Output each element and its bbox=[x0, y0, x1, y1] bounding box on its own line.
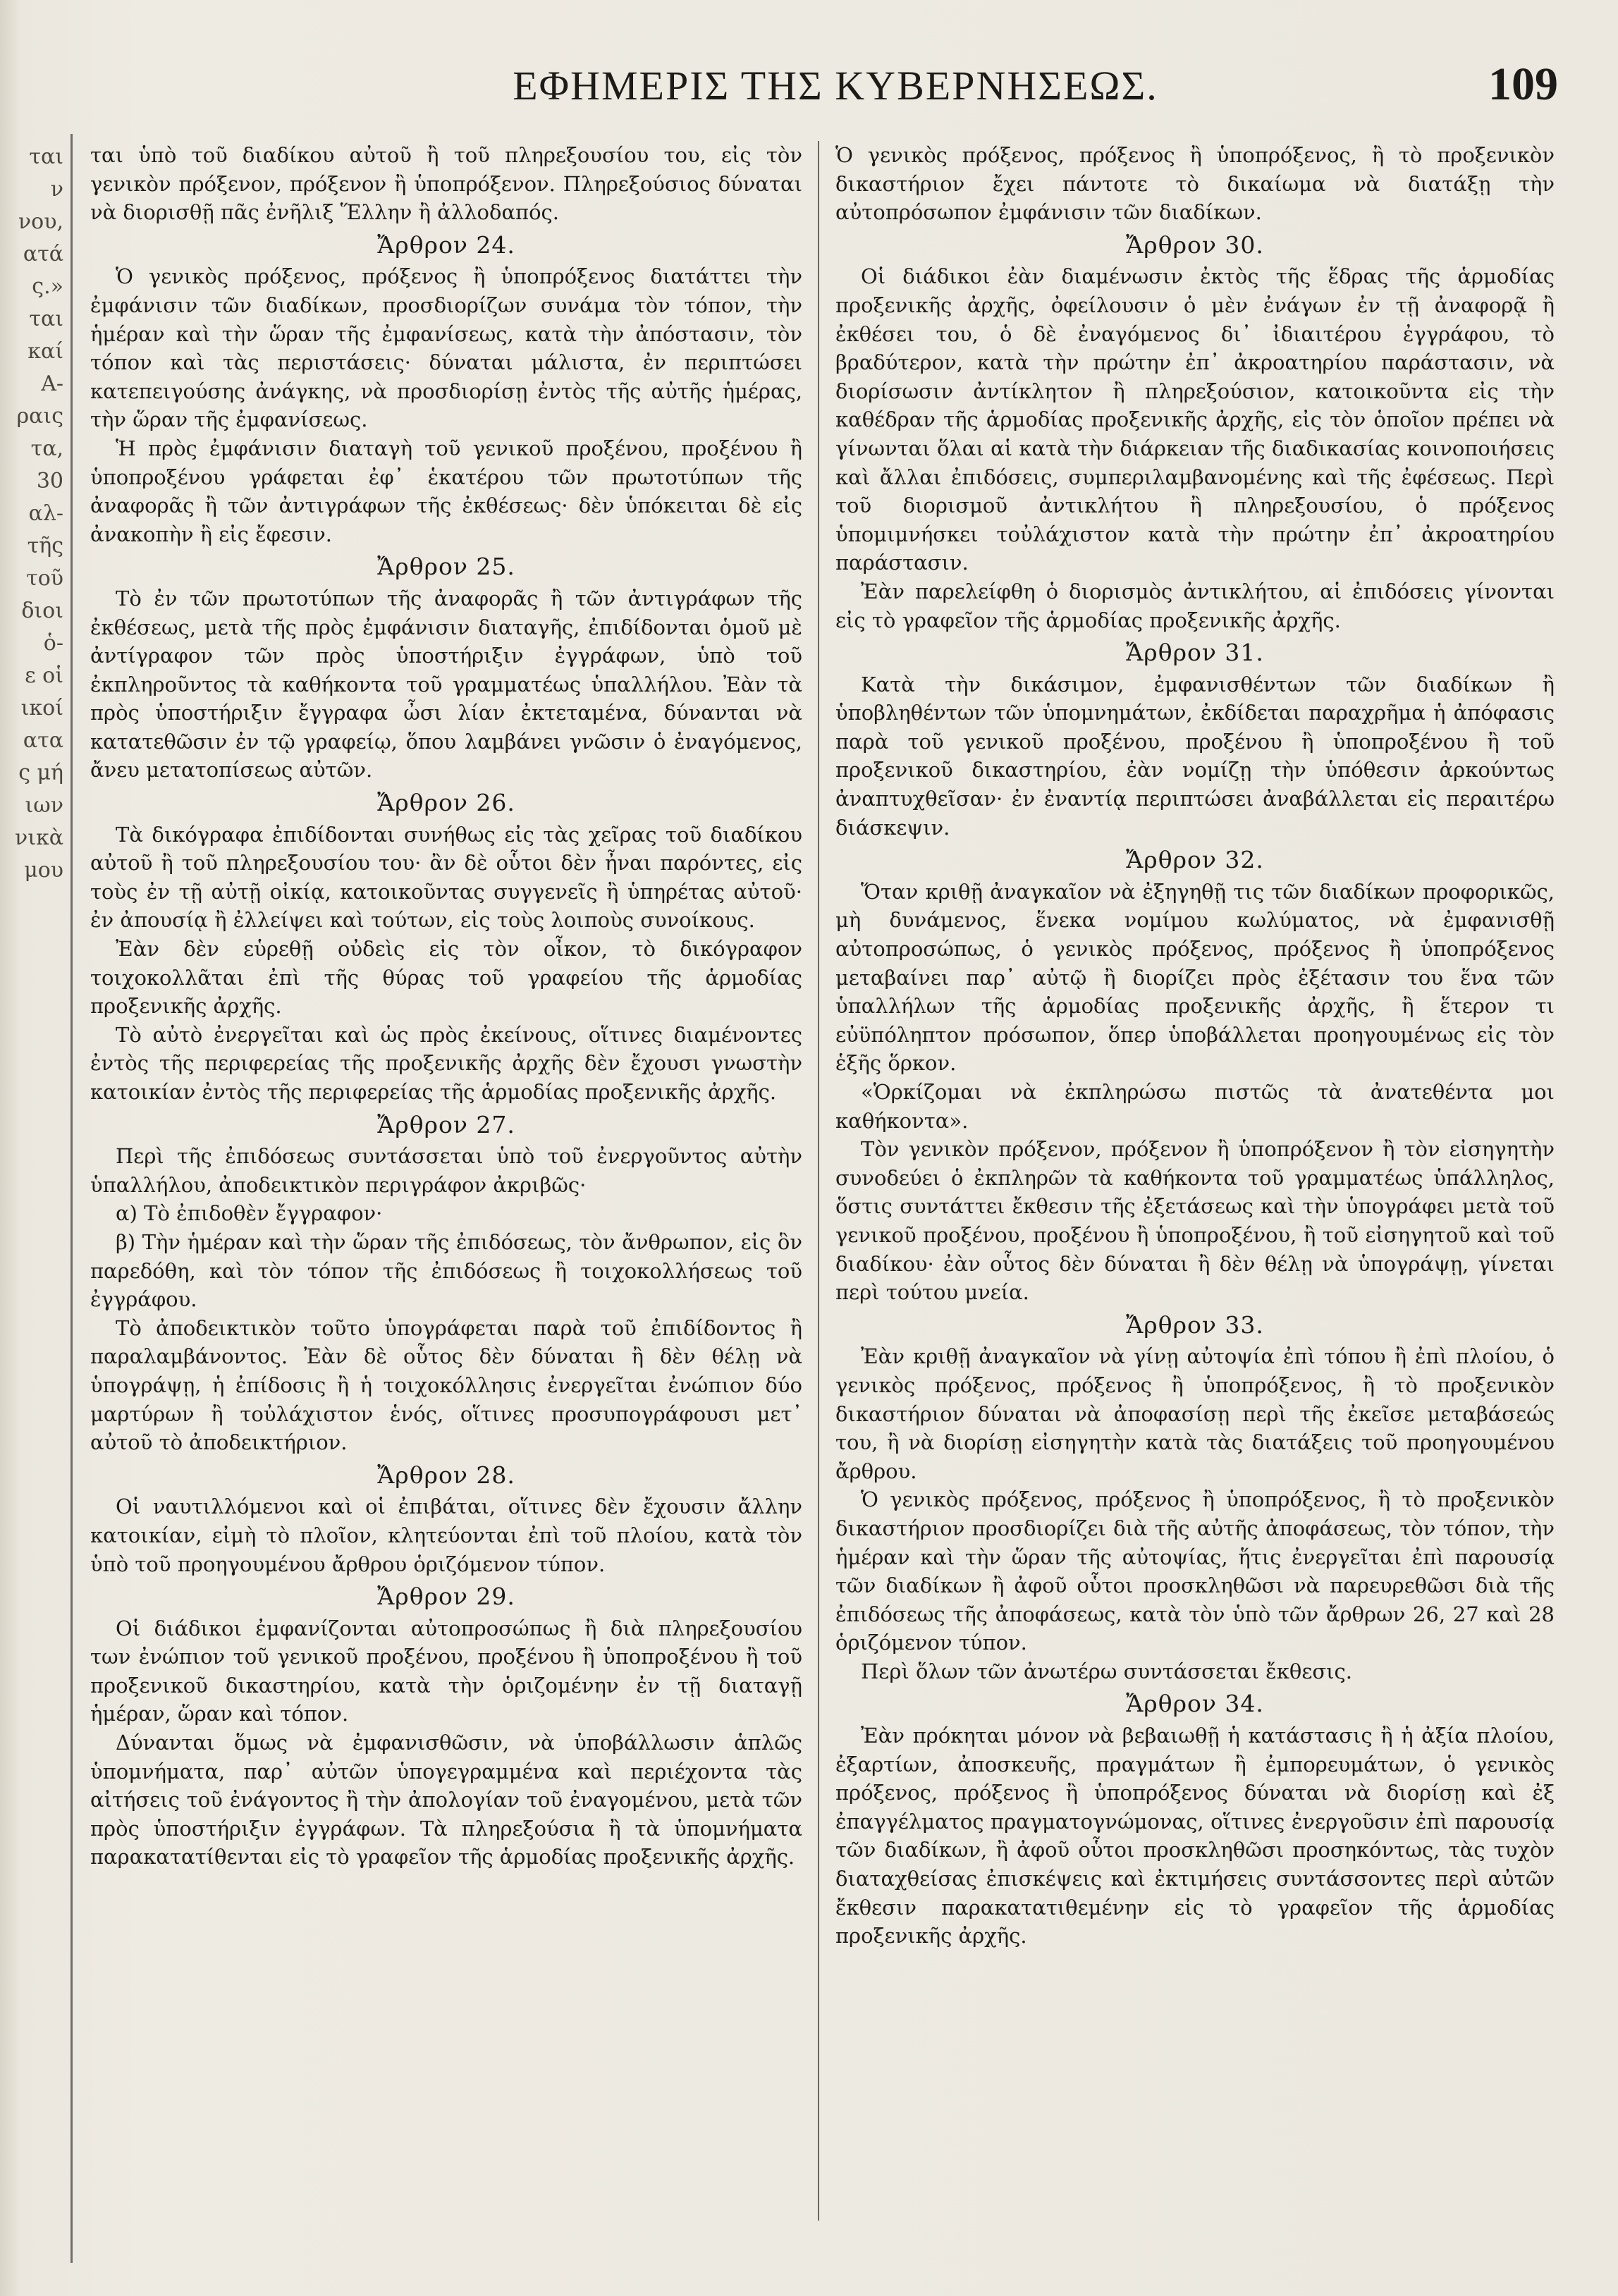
page-number: 109 bbox=[1488, 59, 1558, 110]
paragraph: Ἡ πρὸς ἐμφάνισιν διαταγὴ τοῦ γενικοῦ προξένου, προξένου ἢ ὑποπροξένου γράφεται ἐφ᾽ ἑκατέρου τῶν πρωτοτύπων τῆς ἀναφορᾶς ἢ τῶν ἀντιγράφων τῆς ἐκθέσεως· δὲν ὑπόκειται δὲ εἰς ἀνακοπὴν ἢ εἰς ἔφεσιν. bbox=[90, 436, 802, 546]
bleed-fragment: 30 bbox=[36, 469, 63, 493]
paragraph: Ἐὰν κριθῇ ἀναγκαῖον νὰ γίνῃ αὐτοψία ἐπὶ τόπου ἢ ἐπὶ πλοίου, ὁ γενικὸς πρόξενος, πρόξενος ἢ ὑποπρόξενος, ἢ τὸ προξενικὸν δικαστήριον δύναται νὰ ἀποφασίσῃ περὶ τῆς ἐκεῖσε μεταβάσεώς του, ἢ νὰ διορίσῃ εἰσηγητὴν κατὰ τὰς διατάξεις τοῦ προηγουμένου ἄρθρου. bbox=[835, 1344, 1555, 1483]
bleed-fragment: ιων bbox=[25, 793, 63, 818]
paragraph: Ἐὰν δὲν εὑρεθῇ οὐδεὶς εἰς τὸν οἶκον, τὸ δικόγραφον τοιχοκολλᾶται ἐπὶ τῆς θύρας τοῦ γραφείου τῆς ἁρμοδίας προξενικῆς ἀρχῆς. bbox=[90, 937, 802, 1019]
bleed-fragment: ν bbox=[50, 177, 63, 202]
article-heading: Ἄρθρον 28. bbox=[377, 1461, 515, 1489]
article-heading: Ἄρθρον 33. bbox=[1126, 1310, 1264, 1339]
paragraph: α) Τὸ ἐπιδοθὲν ἔγγραφον· bbox=[116, 1201, 383, 1226]
left-column bbox=[90, 141, 802, 2263]
bleed-fragment: νικὰ bbox=[14, 825, 63, 850]
bleed-fragment: ς.» bbox=[32, 274, 63, 299]
right-column bbox=[835, 141, 1555, 2263]
bleed-fragment: ται bbox=[29, 145, 63, 169]
bleed-fragment: μου bbox=[24, 858, 63, 883]
paragraph: Ἐὰν πρόκηται μόνον νὰ βεβαιωθῇ ἡ κατάστασις ἢ ἡ ἀξία πλοίου, ἐξαρτίων, ἀποσκευῆς, πραγμάτων ἢ ἐμπορευμάτων, ὁ γενικὸς πρόξενος, πρόξενος ἢ ὑποπρόξενος δύναται νὰ διορίσῃ καὶ ἐξ ἐπαγγέλματος πραγματογνώμονας, οἵτινες ἐνεργοῦσιν ἐπὶ παρουσίᾳ τῶν διαδίκων, ἢ ἀφοῦ οὗτοι προσκληθῶσι προσηκόντως, τὰς τυχὸν διαταχθείσας ἐπισκέψεις καὶ ἐκτιμήσεις συντάσσοντες περὶ αὐτῶν ἔκθεσιν παρακατατιθεμένην εἰς τὸ γραφεῖον τῆς ἁρμοδίας προξενικῆς ἀρχῆς. bbox=[835, 1724, 1555, 1948]
article-heading: Ἄρθρον 26. bbox=[377, 789, 515, 817]
paragraph: Οἱ διάδικοι ἐμφανίζονται αὐτοπροσώπως ἢ διὰ πληρεξουσίου των ἐνώπιον τοῦ γενικοῦ προξένου, προξένου ἢ ὑποπροξένου ἢ τοῦ προξενικοῦ δικαστηρίου, κατὰ τὴν ὁριζομένην ἐν τῇ διαταγῇ ἡμέραν, ὥραν καὶ τόπον. bbox=[90, 1616, 802, 1726]
article-heading: Ἄρθρον 29. bbox=[377, 1583, 515, 1611]
bleed-fragment: αλ- bbox=[28, 501, 63, 526]
paragraph: Ὅταν κριθῇ ἀναγκαῖον νὰ ἐξηγηθῇ τις τῶν διαδίκων προφορικῶς, μὴ δυνάμενος, ἕνεκα νομίμου κωλύματος, νὰ ἐμφανισθῇ αὐτοπροσώπως, ὁ γενικὸς πρόξενος, πρόξενος ἢ ὑποπρόξενος μεταβαίνει παρ᾽ αὐτῷ ἢ διορίζει πρὸς ἐξέτασιν του ἕνα τῶν ὑπαλλήλων τῆς ἁρμοδίας προξενικῆς ἀρχῆς, ἢ ἕτερον τι εὐϋπόληπτον πρόσωπον, ὅπερ ὑποβάλλεται προηγουμένως εἰς τὸν ἑξῆς ὅρκον. bbox=[835, 879, 1555, 1076]
continued-paragraph: ται ὑπὸ τοῦ διαδίκου αὐτοῦ ἢ τοῦ πληρεξουσίου του, εἰς τὸν γενικὸν πρόξενον, πρόξενον ἢ ὑποπρόξενον. Πληρεξούσιος δύναται νὰ διορισθῇ πᾶς ἐνῆλιξ Ἕλλην ἢ ἀλλοδαπός. bbox=[90, 143, 802, 225]
adjacent-page-bleed bbox=[0, 141, 68, 2256]
bleed-fragment: ὁ- bbox=[43, 631, 63, 656]
paragraph: Τὸ ἀποδεικτικὸν τοῦτο ὑπογράφεται παρὰ τοῦ ἐπιδίδοντος ἢ παραλαμβάνοντος. Ἐὰν δὲ οὗτος δὲν δύναται ἢ δὲν θέλῃ νὰ ὑπογράψῃ, ἡ ἐπίδοσις ἢ ἡ τοιχοκόλλησις ἐνεργεῖται ἐνώπιον δύο μαρτύρων ἢ τοὐλάχιστον ἑνός, οἵτινες προσυπογράφουσι μετ᾽ αὐτοῦ τὸ ἀποδεικτήριον. bbox=[90, 1315, 802, 1455]
article-heading: Ἄρθρον 25. bbox=[377, 553, 515, 581]
paragraph: Περὶ τῆς ἐπιδόσεως συντάσσεται ὑπὸ τοῦ ἐνεργοῦντος αὐτὴν ὑπαλλήλου, ἀποδεικτικὸν περιγράφον ἀκριβῶς· bbox=[90, 1144, 802, 1197]
gutter-rule bbox=[71, 134, 73, 2263]
bleed-fragment: καί bbox=[27, 339, 63, 364]
column-divider bbox=[818, 141, 819, 2221]
bleed-fragment: ατά bbox=[23, 242, 63, 266]
bleed-fragment: νου, bbox=[18, 209, 63, 234]
page-header bbox=[92, 59, 1579, 118]
paragraph: Τὰ δικόγραφα ἐπιδίδονται συνήθως εἰς τὰς χεῖρας τοῦ διαδίκου αὐτοῦ ἢ τοῦ πληρεξουσίου του· ἂν δὲ οὗτοι δὲν ἦναι παρόντες, εἰς τοὺς ἐν τῇ αὐτῇ οἰκίᾳ, κατοικοῦντας συγγενεῖς ἢ ὑπηρέτας αὐτοῦ· ἐν ἀπουσίᾳ ἢ ἐλλείψει καὶ τούτων, εἰς τοὺς λοιποὺς συνοίκους. bbox=[90, 822, 802, 933]
paragraph: β) Τὴν ἡμέραν καὶ τὴν ὥραν τῆς ἐπιδόσεως, τὸν ἄνθρωπον, εἰς ὃν παρεδόθη, καὶ τὸν τόπον τῆς ἐπιδόσεως ἢ τοιχοκολλήσεως τοῦ ἐγγράφου. bbox=[90, 1229, 802, 1312]
paragraph: Ἐὰν παρελείφθη ὁ διορισμὸς ἀντικλήτου, αἱ ἐπιδόσεις γίνονται εἰς τὸ γραφεῖον τῆς ἁρμοδίας προξενικῆς ἀρχῆς. bbox=[835, 579, 1555, 632]
paragraph: Ὁ γενικὸς πρόξενος, πρόξενος ἢ ὑποπρόξενος διατάττει τὴν ἐμφάνισιν τῶν διαδίκων, προσδιορίζων συνάμα τὸν τόπον, τὴν ἡμέραν καὶ τὴν ὥραν τῆς ἐμφανίσεως, κατὰ τὴν ἀπόστασιν, τὸν τόπον καὶ τὰς περιστάσεις· δύναται μάλιστα, ἐν περιπτώσει κατεπειγούσης ἀνάγκης, νὰ προσδιορίσῃ ἐντὸς τῆς αὐτῆς ἡμέρας, τὴν ὥραν τῆς ἐμφανίσεως. bbox=[90, 264, 802, 432]
paragraph: «Ὁρκίζομαι νὰ ἐκπληρώσω πιστῶς τὰ ἀνατεθέντα μοι καθήκοντα». bbox=[835, 1080, 1555, 1133]
bleed-fragment: ραις bbox=[16, 404, 63, 429]
bleed-fragment: τα, bbox=[30, 436, 63, 461]
article-heading: Ἄρθρον 34. bbox=[1126, 1690, 1264, 1718]
bleed-fragment: ται bbox=[29, 307, 63, 331]
running-title: ΕΦΗΜΕΡΙΣ ΤΗΣ ΚΥΒΕΡΝΗΣΕΩΣ. bbox=[513, 63, 1158, 109]
article-heading: Ἄρθρον 24. bbox=[377, 231, 515, 259]
article-heading: Ἄρθρον 27. bbox=[377, 1110, 515, 1138]
paragraph: Τὸ αὐτὸ ἐνεργεῖται καὶ ὡς πρὸς ἐκείνους, οἵτινες διαμένοντες ἐντὸς τῆς περιφερείας τῆς προξενικῆς ἀρχῆς δὲν ἔχουσι γνωστὴν κατοικίαν ἐντὸς τῆς περιφερείας τῆς ἁρμοδίας προξενικῆς ἀρχῆς. bbox=[90, 1022, 802, 1104]
paragraph: Τὸ ἐν τῶν πρωτοτύπων τῆς ἀναφορᾶς ἢ τῶν ἀντιγράφων τῆς ἐκθέσεως, μετὰ τῆς πρὸς ἐμφάνισιν διαταγῆς, ἐπιδίδονται ὁμοῦ μὲ ἀντίγραφον τῶν πρὸς ὑποστήριξιν ἐγγράφων, ὑπὸ τοῦ ἐκπληροῦντος τὰ καθήκοντα τοῦ γραμματέως ὑπαλλήλου. Ἐὰν τὰ πρὸς ὑποστήριξιν ἔγγραφα ὦσι λίαν ἐκτεταμένα, δύνανται νὰ κατατεθῶσιν ἐν τῷ γραφείῳ, ὅπου λαμβάνει γνῶσιν ὁ ἐναγόμενος, ἄνευ μετατοπίσεως αὐτῶν. bbox=[90, 586, 802, 782]
paragraph: Ὁ γενικὸς πρόξενος, πρόξενος ἢ ὑποπρόξενος, ἢ τὸ προξενικὸν δικαστήριον προσδιορίζει διὰ τῆς αὐτῆς ἀποφάσεως, τὸν τόπον, τὴν ἡμέραν καὶ τὴν ὥραν τῆς αὐτοψίας, ἥτις ἐνεργεῖται ἐπὶ παρουσίᾳ τῶν διαδίκων ἢ ἀφοῦ οὗτοι προσκληθῶσι νὰ παρευρεθῶσι διὰ τῆς ἐπιδόσεως τῆς ἀποφάσεως, κατὰ τὸν ὑπὸ τῶν ἄρθρων 26, 27 καὶ 28 ὁριζόμενον τύπον. bbox=[835, 1487, 1555, 1655]
bleed-fragment: ατα bbox=[23, 728, 63, 753]
bleed-fragment: τοῦ bbox=[26, 566, 63, 591]
paragraph: Οἱ ναυτιλλόμενοι καὶ οἱ ἐπιβάται, οἵτινες δὲν ἔχουσιν ἄλλην κατοικίαν, εἰμὴ τὸ πλοῖον, κλητεύονται ἐπὶ τοῦ πλοίου, κατὰ τὸν ὑπὸ τοῦ προηγουμένου ἄρθρου ὁριζόμενον τύπον. bbox=[90, 1494, 802, 1576]
article-heading: Ἄρθρον 31. bbox=[1126, 639, 1264, 667]
article-heading: Ἄρθρον 32. bbox=[1126, 846, 1264, 874]
bleed-fragment: ικοί bbox=[20, 696, 63, 720]
bleed-fragment: ε οἱ bbox=[25, 663, 63, 688]
article-heading: Ἄρθρον 30. bbox=[1126, 231, 1264, 259]
paragraph: Περὶ ὅλων τῶν ἀνωτέρω συντάσσεται ἔκθεσις. bbox=[861, 1659, 1352, 1683]
bleed-fragment: ς μή bbox=[18, 761, 63, 785]
paragraph: Δύνανται ὅμως νὰ ἐμφανισθῶσιν, νὰ ὑποβάλλωσιν ἁπλῶς ὑπομνήματα, παρ᾽ αὐτῶν ὑπογεγραμμένα καὶ περιέχοντα τὰς αἰτήσεις τοῦ ἐνάγοντος ἢ τὴν ἀπολογίαν τοῦ ἐναγομένου, μετὰ τῶν πρὸς ὑποστήριξιν ἐγγράφων. Τὰ πληρεξούσια ἢ τὰ ὑπομνήματα παρακατατίθενται εἰς τὸ γραφεῖον τῆς ἁρμοδίας προξενικῆς ἀρχῆς. bbox=[90, 1731, 802, 1870]
continued-paragraph: Ὁ γενικὸς πρόξενος, πρόξενος ἢ ὑποπρόξενος, ἢ τὸ προξενικὸν δικαστήριον ἔχει πάντοτε τὸ δικαίωμα νὰ διατάξῃ τὴν αὐτοπρόσωπον ἐμφάνισιν τῶν διαδίκων. bbox=[835, 143, 1555, 225]
bleed-fragment: τῆς bbox=[27, 534, 63, 558]
paragraph: Τὸν γενικὸν πρόξενον, πρόξενον ἢ ὑποπρόξενον ἢ τὸν εἰσηγητὴν συνοδεύει ὁ ἐκπληρῶν τὰ καθήκοντα τοῦ γραμματέως ὑπάλληλος, ὅστις συντάττει ἔκθεσιν τῆς ἐξετάσεως καὶ τὴν ὑπογράφει μετὰ τοῦ γενικοῦ προξένου, προξένου ἢ ὑποπροξένου, ἢ τοῦ εἰσηγητοῦ καὶ τοῦ διαδίκου· ἐὰν οὗτος δὲν δύναται ἢ δὲν θέλῃ νὰ ὑπογράψῃ, γίνεται περὶ τούτου μνεία. bbox=[835, 1137, 1555, 1305]
paragraph: Κατὰ τὴν δικάσιμον, ἐμφανισθέντων τῶν διαδίκων ἢ ὑποβληθέντων τῶν ὑπομνημάτων, ἐκδίδεται παραχρῆμα ἡ ἀπόφασις παρὰ τοῦ γενικοῦ προξένου, προξένου ἢ ὑποπροξένου ἢ τοῦ προξενικοῦ δικαστηρίου, ἐὰν νομίζῃ τὴν ὑπόθεσιν ἀρκούντως ἀναπτυχθεῖσαν· ἐν ἐναντίᾳ περιπτώσει ἀναβάλλεται εἰς περαιτέρω διάσκεψιν. bbox=[835, 672, 1555, 840]
bleed-fragment: διοι bbox=[21, 598, 63, 623]
bleed-fragment: Α- bbox=[41, 372, 63, 396]
paragraph: Οἱ διάδικοι ἐὰν διαμένωσιν ἐκτὸς τῆς ἕδρας τῆς ἁρμοδίας προξενικῆς ἀρχῆς, ὀφείλουσιν ὁ μὲν ἐνάγων ἐν τῇ ἀναφορᾷ ἢ ἐκθέσει του, ὁ δὲ ἐναγόμενος δι᾽ ἰδιαιτέρου ἐγγράφου, τὸ βραδύτερον, κατὰ τὴν πρώτην ἐπ᾽ ἀκροατηρίου παράστασιν, νὰ διορίσωσιν ἀντίκλητον ἢ πληρεξούσιον, κατοικοῦντα εἰς τὴν καθέδραν τῆς ἁρμοδίας προξενικῆς ἀρχῆς, εἰς τὸν ὁποῖον πρέπει νὰ γίνωνται ὅλαι αἱ κατὰ τὴν διάρκειαν τῆς διαδικασίας κοινοποιήσεις καὶ ἄλλαι ἐπιδόσεις, συμπεριλαμβανομένης καὶ τῆς ἐφέσεως. Περὶ τοῦ διορισμοῦ ἀντικλήτου ἢ πληρεξουσίου, ὁ πρόξενος ὑπομιμνήσκει τοὐλάχιστον κατὰ τὴν πρώτην ἐπ᾽ ἀκροατηρίου παράστασιν. bbox=[835, 264, 1555, 575]
